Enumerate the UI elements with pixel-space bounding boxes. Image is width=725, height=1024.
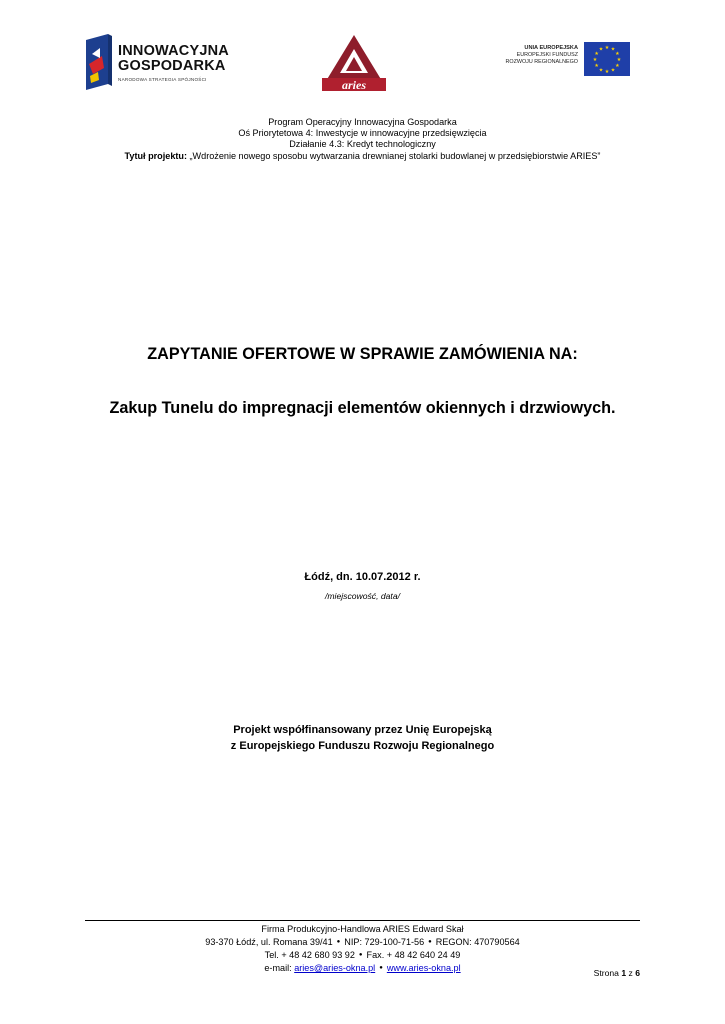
page-number [594,968,640,978]
svg-text:★: ★ [594,63,599,69]
eu-line1: UNIA EUROPEJSKA [524,45,578,51]
place-date: Łódź, dn. 10.07.2012 r. [304,571,421,583]
footer-regon: REGON: 470790564 [435,936,520,947]
priority-axis: Oś Priorytetowa 4: Inwestycje w innowacyjne przedsięwzięcia [238,128,487,139]
page-footer [0,923,725,975]
aries-logo [318,33,390,93]
svg-text:★: ★ [598,67,604,74]
document-heading: ZAPYTANIE OFERTOWE W SPRAWIE ZAMÓWIENIA NA: [147,345,578,363]
project-title-value: „Wdrożenie nowego sposobu wytwarzania drewnianej stolarki budowlanej w przedsiębiorstwie ARIES” [187,150,601,161]
aries-logo-icon [318,33,390,93]
footer-email-label: e-mail: [264,962,295,973]
innowacyjna-gospodarka-logo [86,34,236,90]
svg-text:★: ★ [616,57,622,63]
page-separator: z [626,968,636,978]
place-date-note: /miejscowość, data/ [325,591,400,601]
eu-line3: ROZWOJU REGIONALNEGO [505,59,578,65]
svg-text:★: ★ [592,57,598,63]
cofinancing-line1: Projekt współfinansowany przez Unię Europejską [233,724,492,736]
footer-email-link[interactable]: aries@aries-okna.pl [294,962,376,973]
eu-flag-icon [584,42,630,76]
logo-subtitle: NARODOWA STRATEGIA SPÓJNOŚCI [118,77,207,82]
eu-erdf-logo [490,42,630,78]
logo-title-line2: GOSPODARKA [118,58,226,74]
page-total: 6 [635,968,640,978]
footer-company: Firma Produkcyjno-Handlowa ARIES Edward Skał [261,924,464,934]
logo-title-line1: INNOWACYJNA [118,43,229,59]
bullet-icon: ● [336,938,341,945]
program-info [0,117,725,162]
cofinancing-statement [0,722,725,754]
program-name: Program Operacyjny Innowacyjna Gospodarka [268,117,457,127]
svg-text:★: ★ [610,67,616,74]
svg-text:★: ★ [598,46,604,53]
svg-text:★: ★ [604,69,610,75]
aries-logo-text: aries [342,78,366,92]
bullet-icon: ● [428,938,432,945]
svg-text:★: ★ [604,45,610,51]
page-label: Strona [593,968,622,978]
footer-phone-line [0,949,725,962]
measure: Działanie 4.3: Kredyt technologiczny [289,139,436,150]
svg-text:★: ★ [615,50,620,57]
document-subheading: Zakup Tunelu do impregnacji elementów okiennych i drzwiowych. [109,399,616,417]
bullet-icon: ● [379,964,383,971]
footer-tel: Tel. + 48 42 680 93 92 [264,949,355,960]
footer-address-line [0,936,725,949]
svg-text:★: ★ [610,46,616,53]
footer-address: 93-370 Łódź, ul. Romana 39/41 [205,936,333,947]
project-title [0,151,725,162]
cofinancing-line2: z Europejskiego Funduszu Rozwoju Regionalnego [230,740,495,752]
eu-line2: EUROPEJSKI FUNDUSZ [516,52,578,58]
bullet-icon: ● [358,951,363,958]
page-current: 1 [621,968,627,978]
footer-divider [85,920,640,921]
footer-nip: NIP: 729-100-71-56 [344,936,425,947]
innowacyjna-gospodarka-mark-icon [86,34,112,90]
svg-text:★: ★ [615,63,620,69]
project-title-label: Tytuł projektu: [124,150,187,161]
footer-website-link[interactable]: www.aries-okna.pl [386,962,461,973]
footer-fax: Fax. + 48 42 640 24 49 [366,949,461,960]
svg-text:★: ★ [594,50,599,57]
